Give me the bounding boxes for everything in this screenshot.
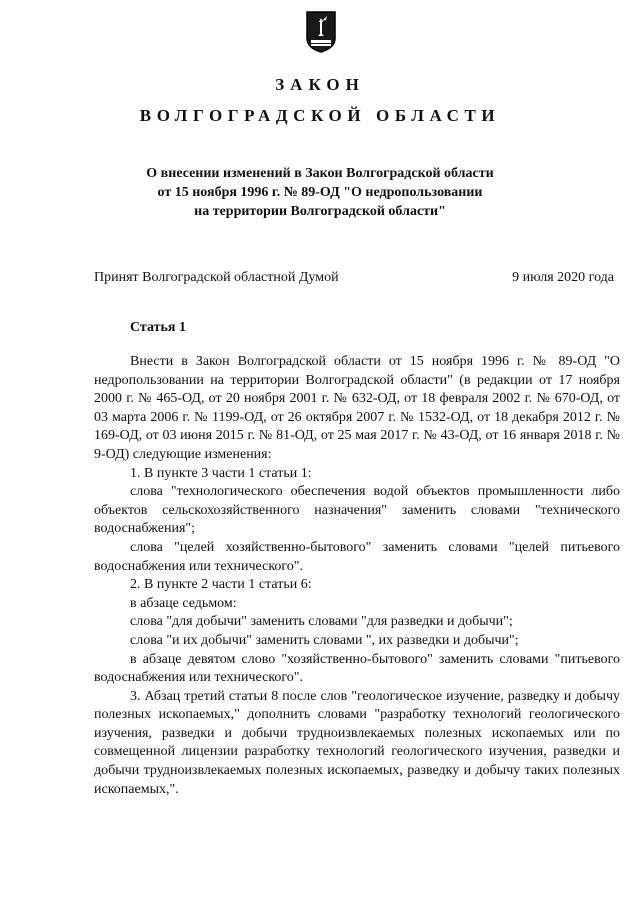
region-heading: ВОЛГОГРАДСКОЙ ОБЛАСТИ bbox=[139, 106, 501, 125]
article-paragraph: слова "для добычи" заменить словами "для разведки и добычи"; bbox=[130, 614, 513, 630]
article-paragraph: слова "и их добычи" заменить словами ", их разведки и добычи"; bbox=[130, 632, 519, 648]
law-title bbox=[0, 164, 640, 221]
adopted-by: Принят Волгоградской областной Думой bbox=[94, 270, 339, 285]
law-title-line: О внесении изменений в Закон Волгоградской области bbox=[146, 166, 494, 181]
article-paragraph: слова "технологического обеспечения водой объектов промышленности либо объектов сельскохозяйственного назначения" заменить словами "технического водоснабжения"; bbox=[94, 484, 620, 537]
article-paragraph: 1. В пункте 3 части 1 статьи 1: bbox=[130, 465, 312, 481]
document-type-heading: ЗАКОН bbox=[275, 75, 365, 94]
article-paragraph: 3. Абзац третий статьи 8 после слов "геологическое изучение, разведку и добычу полезных ископаемых," дополнить словами "разработку технологий геологического изучения, разведки и добычи трудноизвлекаемых полезных ископаемых или по совмещенной лицензии разработку технологий геологического изучения, разведки и добычи трудноизвлекаемых полезных ископаемых, разведку и добычу таких полезных ископаемых,". bbox=[94, 688, 620, 797]
adoption-date: 9 июля 2020 года bbox=[512, 270, 614, 285]
volgograd-coat-of-arms-icon bbox=[305, 10, 337, 54]
article-title: Статья 1 bbox=[130, 320, 186, 335]
article-paragraph: в абзаце седьмом: bbox=[130, 595, 237, 611]
article-paragraph: 2. В пункте 2 части 1 статьи 6: bbox=[130, 577, 312, 593]
article-paragraph: слова "целей хозяйственно-бытового" заменить словами "целей питьевого водоснабжения или технического". bbox=[94, 539, 620, 574]
article-paragraph: в абзаце девятом слово "хозяйственно-бытового" заменить словами "питьевого водоснабжения или технического". bbox=[94, 651, 620, 686]
law-title-line: на территории Волгоградской области" bbox=[194, 204, 446, 219]
law-title-line: от 15 ноября 1996 г. № 89-ОД "О недропользовании bbox=[157, 185, 483, 200]
article-body bbox=[94, 353, 620, 799]
article-paragraph: Внести в Закон Волгоградской области от 15 ноября 1996 г. № 89-ОД "О недропользовании на территории Волгоградской области" (в редакции от 17 ноября 2000 г. № 465-ОД, от 20 ноября 2001 г. № 632-ОД, от 18 февраля 2002 г. № 670-ОД, от 03 марта 2006 г. № 1199-ОД, от 26 октября 2007 г. № 1532-ОД, от 18 декабря 2012 г. № 169-ОД, от 03 июня 2015 г. № 81-ОД, от 25 мая 2017 г. № 43-ОД, от 16 января 2018 г. № 9-ОД) следующие изменения: bbox=[94, 354, 620, 462]
